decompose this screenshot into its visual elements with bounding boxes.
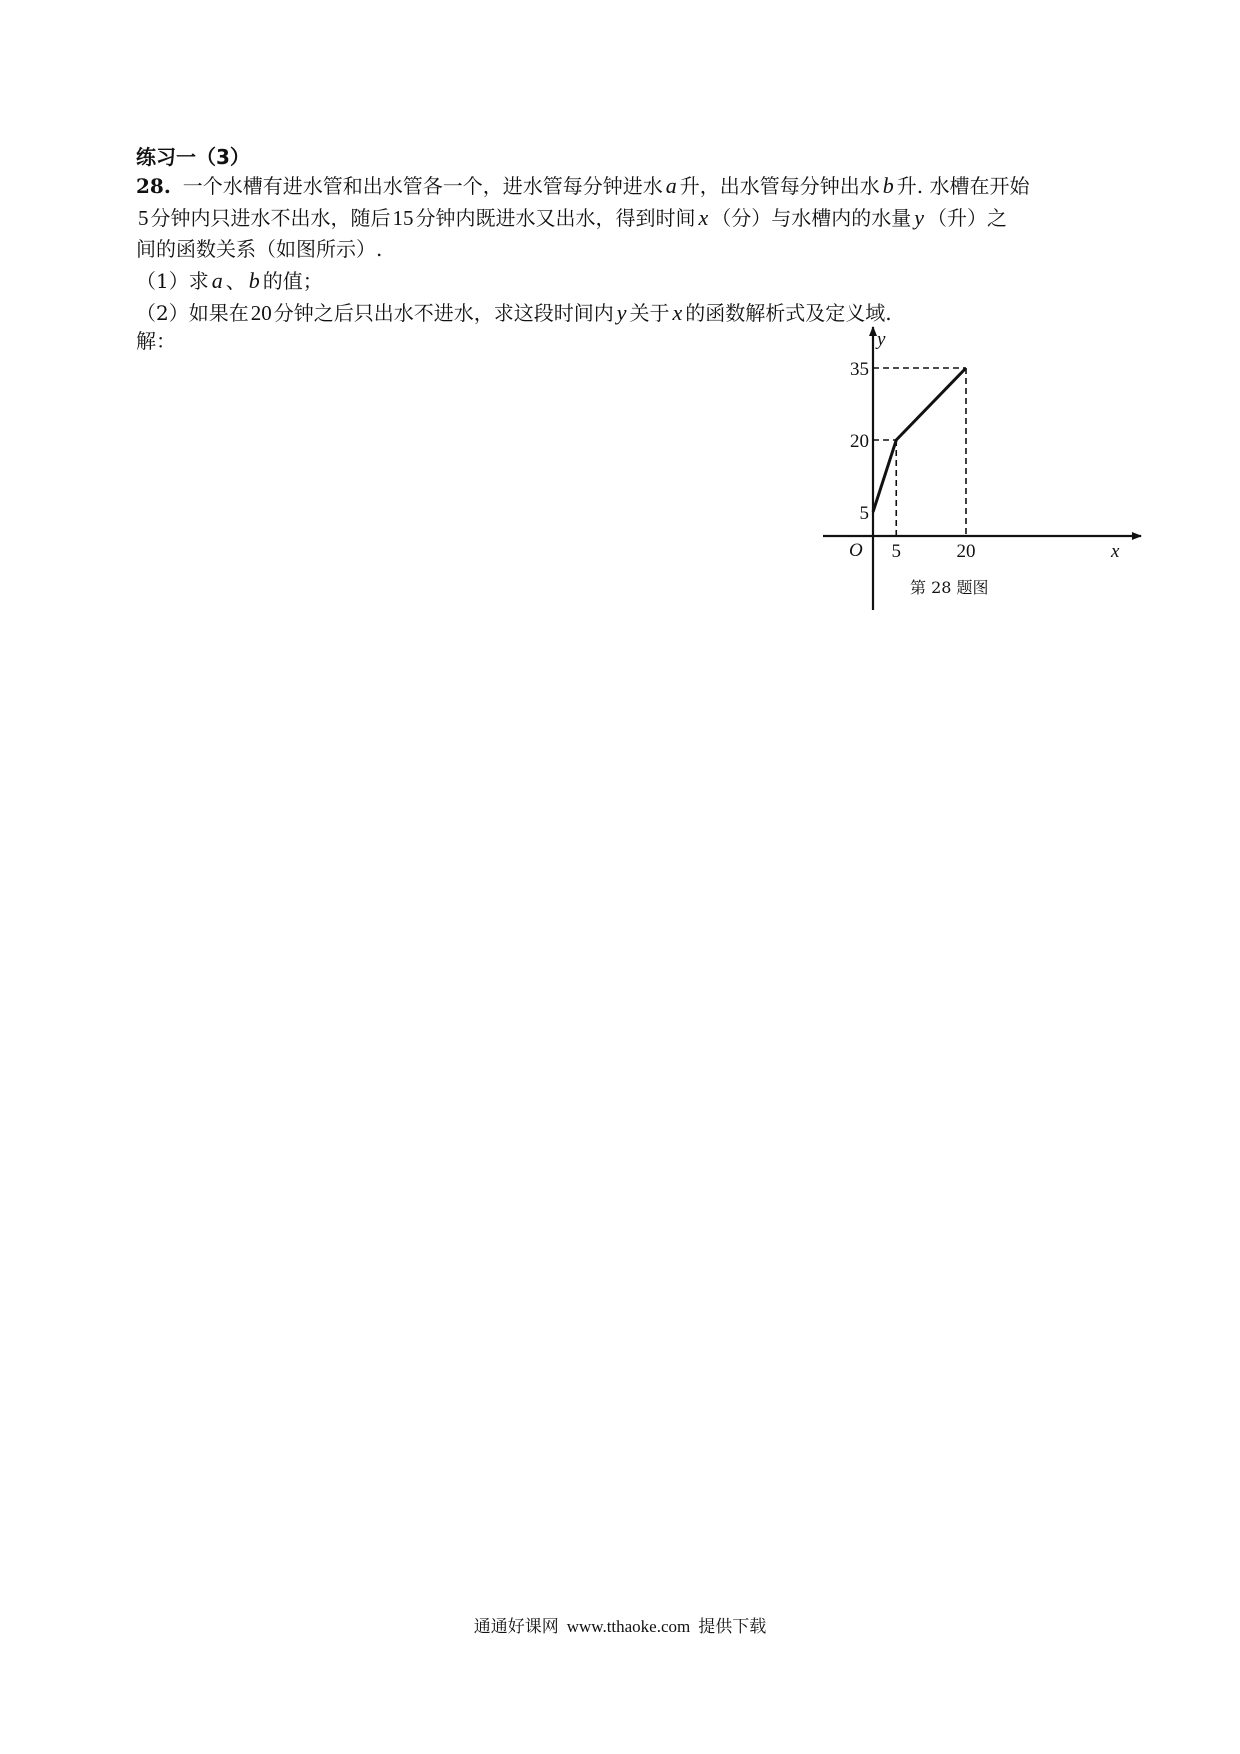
- y-tick-label: 20: [850, 431, 869, 452]
- sub-question-1: [136, 265, 1116, 297]
- text: 分钟内只进水不出水，随后: [150, 206, 391, 230]
- variable-y: y: [914, 205, 925, 230]
- text: 的函数解析式及定义域.: [685, 301, 892, 325]
- text: 、: [225, 269, 246, 293]
- text: 分钟之后只出水不进水，求这段时间内: [273, 301, 614, 325]
- figure-28: [815, 325, 1155, 610]
- y-axis-label: y: [877, 329, 886, 350]
- question-line-2: [136, 202, 1116, 234]
- question-line-3: [136, 234, 1116, 265]
- variable-a: a: [665, 173, 677, 198]
- footer-note: 提供下载: [698, 1617, 767, 1637]
- text: 关于: [629, 301, 670, 325]
- number: 20: [250, 301, 272, 325]
- text: 一个水槽有进水管和出水管各一个，进水管每分钟进水: [182, 174, 663, 198]
- text: 升，出水管每分钟出水: [679, 174, 880, 198]
- variable-b: b: [248, 268, 260, 293]
- text: 的值；: [262, 269, 323, 293]
- variable-y: y: [616, 300, 627, 325]
- x-tick-label: 5: [891, 541, 901, 562]
- x-axis-label: x: [1111, 541, 1120, 562]
- y-tick-label: 5: [859, 503, 869, 524]
- origin-label: O: [849, 540, 863, 561]
- x-tick-label: 20: [956, 541, 976, 562]
- section-title: 练习一（3）: [136, 145, 250, 169]
- variable-b: b: [882, 173, 894, 198]
- number: 5: [138, 206, 149, 230]
- question-28: [136, 170, 1116, 329]
- text: 升. 水槽在开始: [896, 174, 1030, 198]
- function-graph: [815, 325, 1155, 610]
- y-tick-label: 35: [850, 359, 869, 380]
- answer-label: 解：: [136, 329, 176, 353]
- footer-site: www.tthaoke.com: [566, 1617, 691, 1636]
- text: （分）与水槽内的水量: [711, 206, 912, 230]
- variable-a: a: [211, 268, 223, 293]
- text: （升）之: [927, 206, 1008, 230]
- caption: 第 28 题图: [910, 578, 989, 597]
- footer-brand: 通通好课网: [473, 1617, 559, 1637]
- variable-x: x: [698, 205, 709, 230]
- text: 间的函数关系（如图所示）.: [136, 237, 383, 261]
- text: 分钟内既进水又出水，得到时间: [415, 206, 696, 230]
- text: （2）如果在: [136, 301, 249, 325]
- text: （1）求: [136, 269, 209, 293]
- question-line-1: [136, 170, 1116, 202]
- question-number: 28.: [136, 174, 171, 198]
- number: 15: [392, 206, 414, 230]
- footer: [0, 1612, 1240, 1637]
- variable-x: x: [672, 300, 683, 325]
